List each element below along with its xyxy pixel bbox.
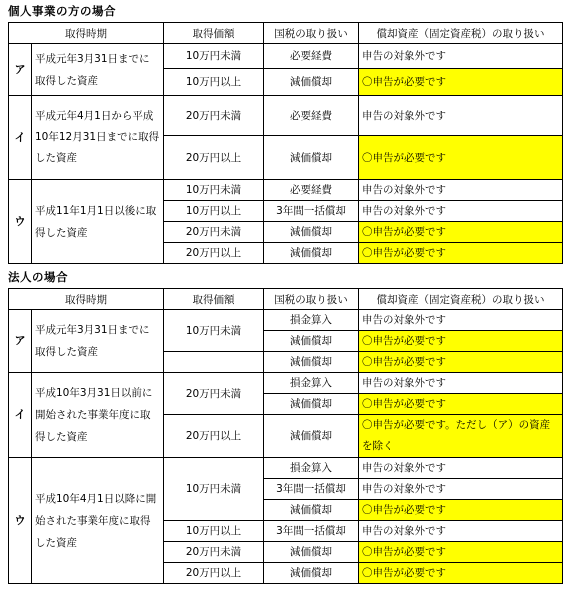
header-property-tax: 償却資産（固定資産税）の取り扱い xyxy=(359,289,563,310)
property-tax-cell: 申告の対象外です xyxy=(359,521,563,542)
acquisition-period: 平成10年4月1日以降に開始された事業年度に取得した資産 xyxy=(32,458,164,584)
national-tax-cell: 減価償却 xyxy=(264,352,359,373)
acquisition-period: 平成10年3月31日以前に開始された事業年度に取得した資産 xyxy=(32,373,164,458)
property-tax-cell-highlighted: 〇申告が必要です xyxy=(359,563,563,584)
property-tax-cell: 申告の対象外です xyxy=(359,180,563,201)
price-cell: 10万円以上 xyxy=(164,69,264,96)
price-cell: 10万円未満 xyxy=(164,458,264,521)
row-index: ウ xyxy=(9,180,32,264)
national-tax-cell: 必要経費 xyxy=(264,180,359,201)
acquisition-period: 平成元年4月1日から平成10年12月31日までに取得した資産 xyxy=(32,96,164,180)
row-index: イ xyxy=(9,373,32,458)
table-row xyxy=(9,373,563,394)
national-tax-cell: 減価償却 xyxy=(264,394,359,415)
table-row xyxy=(9,96,563,136)
price-cell: 10万円以上 xyxy=(164,201,264,222)
acquisition-period: 平成元年3月31日までに取得した資産 xyxy=(32,310,164,373)
national-tax-cell: 減価償却 xyxy=(264,542,359,563)
property-tax-cell: 申告の対象外です xyxy=(359,44,563,69)
price-cell: 10万円未満 xyxy=(164,310,264,352)
national-tax-cell: 3年間一括償却 xyxy=(264,521,359,542)
national-tax-cell: 減価償却 xyxy=(264,415,359,458)
property-tax-cell-highlighted: 〇申告が必要です xyxy=(359,331,563,352)
property-tax-cell-highlighted: 〇申告が必要です xyxy=(359,136,563,180)
table-header-row xyxy=(9,23,563,44)
row-index: イ xyxy=(9,96,32,180)
price-cell: 10万円未満 xyxy=(164,44,264,69)
header-national-tax: 国税の取り扱い xyxy=(264,289,359,310)
national-tax-cell: 損金算入 xyxy=(264,310,359,331)
property-tax-cell-highlighted: 〇申告が必要です xyxy=(359,394,563,415)
acquisition-period: 平成11年1月1日以後に取得した資産 xyxy=(32,180,164,264)
header-acquisition-period: 取得時期 xyxy=(9,23,164,44)
national-tax-cell: 3年間一括償却 xyxy=(264,201,359,222)
property-tax-cell: 申告の対象外です xyxy=(359,479,563,500)
property-tax-cell-highlighted: 〇申告が必要です xyxy=(359,69,563,96)
price-cell: 20万円以上 xyxy=(164,415,264,458)
national-tax-cell: 減価償却 xyxy=(264,69,359,96)
property-tax-cell-highlighted: 〇申告が必要です xyxy=(359,243,563,264)
national-tax-cell: 必要経費 xyxy=(264,44,359,69)
section-title-individual: 個人事業の方の場合 xyxy=(8,4,116,18)
property-tax-cell-highlighted: 〇申告が必要です xyxy=(359,500,563,521)
header-acquisition-price: 取得価額 xyxy=(164,289,264,310)
row-index: ア xyxy=(9,310,32,373)
price-cell xyxy=(164,352,264,373)
table-row xyxy=(9,310,563,331)
section-title-corporation: 法人の場合 xyxy=(8,270,68,284)
national-tax-cell: 減価償却 xyxy=(264,243,359,264)
header-national-tax: 国税の取り扱い xyxy=(264,23,359,44)
property-tax-cell: 申告の対象外です xyxy=(359,310,563,331)
header-acquisition-price: 取得価額 xyxy=(164,23,264,44)
national-tax-cell: 減価償却 xyxy=(264,222,359,243)
price-cell: 20万円未満 xyxy=(164,222,264,243)
property-tax-cell-highlighted: 〇申告が必要です。ただし（ア）の資産を除く xyxy=(359,415,563,458)
property-tax-cell-highlighted: 〇申告が必要です xyxy=(359,352,563,373)
table-header-row xyxy=(9,289,563,310)
property-tax-cell: 申告の対象外です xyxy=(359,96,563,136)
national-tax-cell: 減価償却 xyxy=(264,563,359,584)
national-tax-cell: 減価償却 xyxy=(264,136,359,180)
individual-business-table xyxy=(8,22,563,264)
corporation-table xyxy=(8,288,563,584)
table-row xyxy=(9,180,563,201)
price-cell: 20万円未満 xyxy=(164,96,264,136)
header-property-tax: 償却資産（固定資産税）の取り扱い xyxy=(359,23,563,44)
price-cell: 20万円未満 xyxy=(164,373,264,415)
table-row xyxy=(9,44,563,69)
property-tax-cell: 申告の対象外です xyxy=(359,201,563,222)
national-tax-cell: 損金算入 xyxy=(264,458,359,479)
price-cell: 10万円未満 xyxy=(164,180,264,201)
price-cell: 20万円以上 xyxy=(164,563,264,584)
header-acquisition-period: 取得時期 xyxy=(9,289,164,310)
acquisition-period: 平成元年3月31日までに取得した資産 xyxy=(32,44,164,96)
property-tax-cell-highlighted: 〇申告が必要です xyxy=(359,542,563,563)
national-tax-cell: 必要経費 xyxy=(264,96,359,136)
national-tax-cell: 3年間一括償却 xyxy=(264,479,359,500)
row-index: ア xyxy=(9,44,32,96)
national-tax-cell: 減価償却 xyxy=(264,331,359,352)
national-tax-cell: 損金算入 xyxy=(264,373,359,394)
property-tax-cell: 申告の対象外です xyxy=(359,373,563,394)
row-index: ウ xyxy=(9,458,32,584)
property-tax-cell-highlighted: 〇申告が必要です xyxy=(359,222,563,243)
property-tax-cell: 申告の対象外です xyxy=(359,458,563,479)
price-cell: 10万円以上 xyxy=(164,521,264,542)
price-cell: 20万円以上 xyxy=(164,243,264,264)
price-cell: 20万円以上 xyxy=(164,136,264,180)
national-tax-cell: 減価償却 xyxy=(264,500,359,521)
table-row xyxy=(9,458,563,479)
price-cell: 20万円未満 xyxy=(164,542,264,563)
